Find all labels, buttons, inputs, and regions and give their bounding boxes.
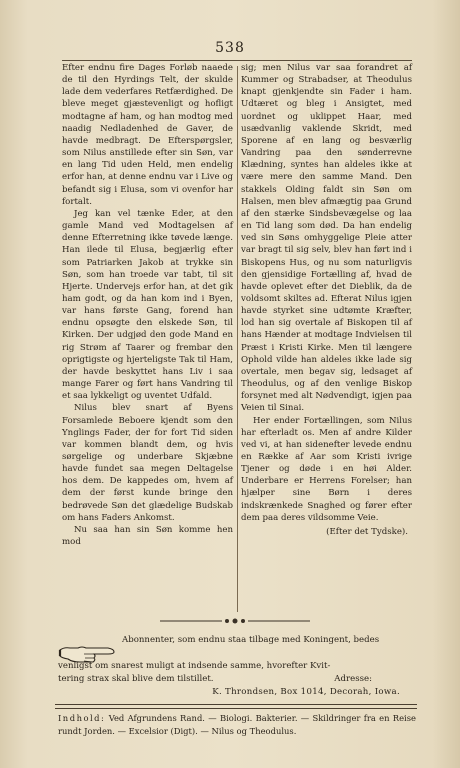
- notice-line: [58, 673, 414, 686]
- paragraph: Her ender Fortællingen, som Nilus har efterladt os. Men af andre Kilder ved vi, at han sidenefter levede endnu en Række af Aar som Kristi ivrige Tjener og døde i en høi Alder. Underbare er Herrens Forelser; han hjælper sine Børn i deres indskrænkede Snaghed og fører efter dem paa deres vildsomme Veie.: [241, 415, 412, 523]
- subscriber-notice: [58, 634, 414, 697]
- paragraph: sig; men Nilus var saa forandret af Kummer og Strabadser, at Theodulus knapt gjenkjendte sin Fader i ham. Udtæret og bleg i Ansigtet, med uordnet og uklippet Haar, med usædvanlig vaklende Skridt, med Sporene af en lang og besværlig Vandring paa den sønderrevne Klædning, syntes han aldeles ikke at være mere den samme Mand. Den stakkels Olding faldt sin Søn om Halsen, men blev afmægtig paa Grund af den stærke Sindsbevægelse og laa en Tid lang som død. Da han endelig ved sin Søns omhyggelige Pleie atter var bragt til sig selv, blev han ført ind i Biskopens Hus, og nu som naturligvis den gjensidige Fortælling af, hvad de havde oplevet efter det Dieblik, da de voldsomt skiltes ad. Efterat Nilus igjen havde styrket sine udtømte Kræfter, lod han sig overtale af Biskopen til af hans Hænder at modtage Indvielsen til Præst i Kristi Kirke. Men til længere Ophold vilde han aldeles ikke lade sig overtale, men begav sig, ledsaget af Theodulus, og af den venlige Biskop forsynet med alt Nødvendigt, igjen paa Veien til Sinai.: [241, 63, 412, 414]
- notice-continued: [58, 660, 414, 699]
- notice-line-text: tering strax skal blive dem tilstillet.: [58, 674, 214, 684]
- footer-rule: [55, 704, 417, 709]
- header-rule: [62, 60, 412, 61]
- publisher-address: K. Throndsen, Box 1014, Decorah, Iowa.: [212, 687, 400, 697]
- right-column: [241, 62, 412, 612]
- text-columns: [62, 62, 412, 612]
- paragraph: Efter endnu fire Dages Forløb naaede de til den Hyrdings Telt, der skulde lade dem vederfares Retfærdighed. De bleve meget gjæstevenligt og hofligt modtagne af ham, og han modtog med naadig Nedladenhed de Gaver, de havde medbragt. De Efterspørgsler, som Nilus anstillede efter sin Søn, var en lang Tid uden Held, men endelig erfor han, at denne endnu var i Live og befandt sig i Elusa, som vi ovenfor har fortalt.: [62, 63, 233, 207]
- notice-line: venligst om snarest muligt at indsende samme, hvorefter Kvit-: [58, 661, 331, 671]
- left-column: [62, 62, 233, 612]
- paragraph: Nilus blev snart af Byens Forsamlede Beboere kjendt som den Ynglings Fader, der for fort Tid siden var kommen blandt dem, og hvis sørgelige og underbare Skjæbne havde fundet saa megen Deltagelse hos dem. De kappedes om, hvem af dem der først kunde bringe den bedrøvede Søn det glædelige Budskab om hans Faders Ankomst.: [62, 403, 233, 523]
- ornament-divider: [160, 616, 310, 626]
- paragraph: Nu saa han sin Søn komme hen mod: [62, 524, 233, 548]
- contents-text: Ved Afgrundens Rand. — Biologi. Bakterier. — Skildringer fra en Reise rundt Jorden. — Excelsior (Digt). — Nilus og Theodulus.: [58, 713, 416, 736]
- contents-label: Indhold:: [58, 713, 106, 723]
- notice-line: Abonnenter, som endnu staa tilbage med Koningent, bedes: [122, 635, 380, 645]
- table-of-contents: [58, 712, 416, 737]
- paragraph: Jeg kan vel tænke Eder, at den gamle Mand ved Modtagelsen af denne Efterretning ikke tøvede længe. Han ilede til Elusa, begjærlig efter som Patriarken Jakob at trykke sin Søn, som han troede var tabt, til sit Hjerte. Undervejs erfor han, at det gik ham godt, og da han kom ind i Byen, var hans første Gang, forend han endnu opsøgte den elskede Søn, til Kirken. Der udgjød den gode Mand en rig Strøm af Taarer og frembar den oprigtigste og hjerteligste Tak til Ham, der havde beskyttet hans Liv i saa mange Farer og ført hans Vandring til et saa lykkeligt og uventet Udfald.: [62, 208, 233, 402]
- notice-text: [122, 634, 412, 647]
- address-label: Adresse:: [334, 674, 372, 684]
- column-divider: [237, 66, 238, 612]
- page-number: 538: [215, 40, 245, 56]
- attribution: (Efter det Tydske).: [326, 526, 408, 537]
